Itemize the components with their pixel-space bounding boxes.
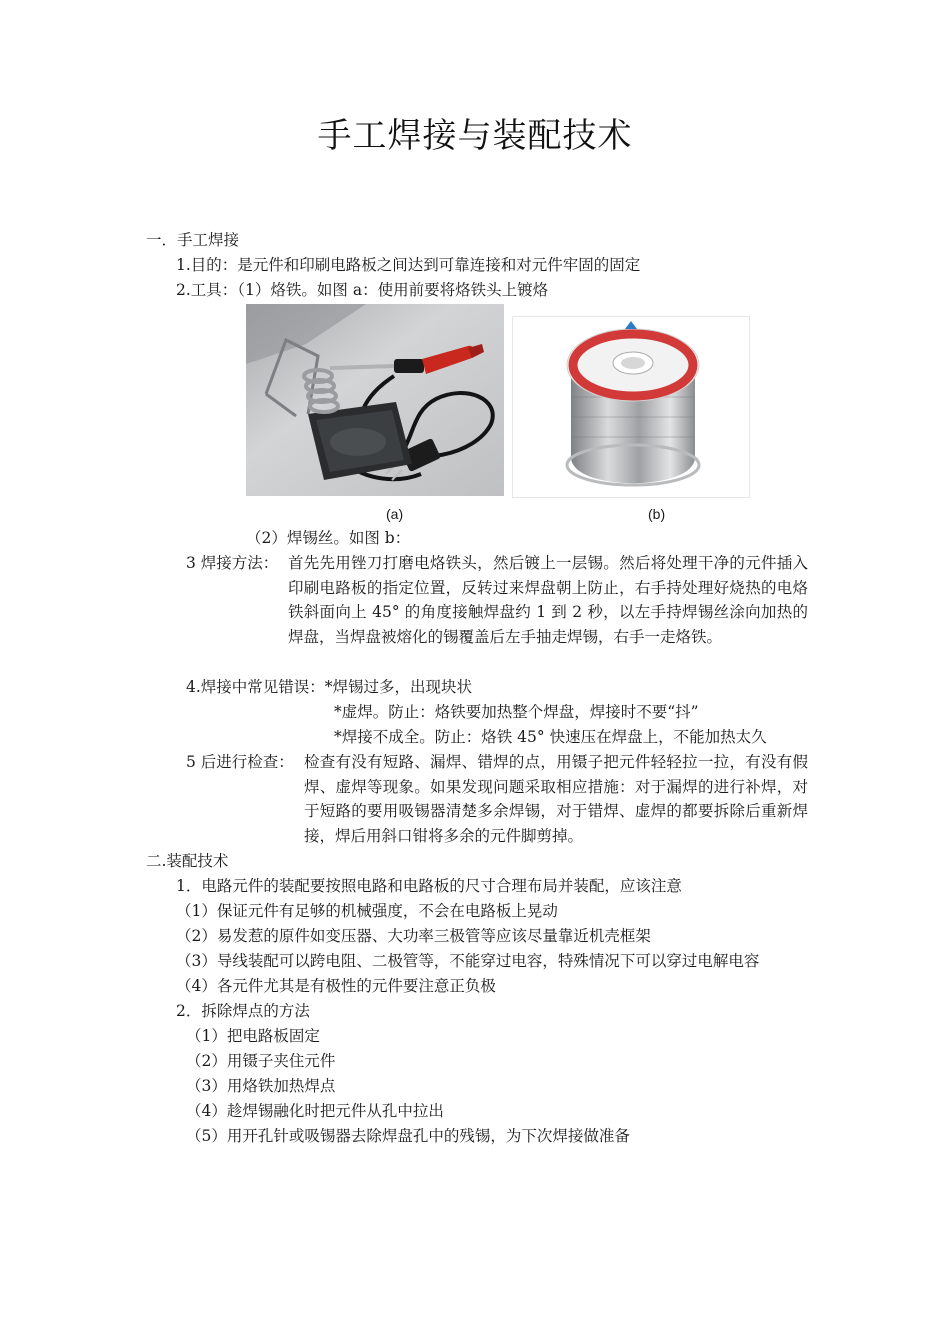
inspection-paragraph: 检查有没有短路、漏焊、错焊的点，用镊子把元件轻轻拉一拉，有没有假焊、虚焊等现象。如果发现问题采取相应措施：对于漏焊的进行补焊，对于短路的要用吸锡器清楚多余焊锡，对于错焊、虚焊的都要拆除后重新焊接，焊后用斜口钳将多余的元件脚剪掉。: [304, 753, 808, 845]
common-errors-line-1: 4.焊接中常见错误：*焊锡过多，出现块状: [186, 678, 473, 696]
desoldering-step-2: （2）用镊子夹住元件: [186, 1052, 336, 1070]
section-heading-soldering: 一．手工焊接: [146, 231, 240, 249]
figure-caption-b: (b): [648, 506, 666, 522]
inspection-label: 5 后进行检查：: [186, 753, 294, 771]
desoldering-step-3: （3）用烙铁加热焊点: [186, 1077, 336, 1095]
assembly-intro-line: 1．电路元件的装配要按照电路和电路板的尺寸合理布局并装配，应该注意: [176, 877, 682, 895]
assembly-point-1: （1）保证元件有足够的机械强度，不会在电路板上晃动: [176, 902, 558, 920]
desoldering-step-1: （1）把电路板固定: [186, 1027, 320, 1045]
method-label: 3 焊接方法：: [186, 554, 279, 572]
figure-caption-a: (a): [386, 506, 404, 522]
tools-solder-wire-line: （2）焊锡丝。如图 b：: [246, 529, 411, 547]
common-errors-line-2: *虚焊。防止：烙铁要加热整个焊盘，焊接时不要“抖”: [334, 703, 699, 721]
desoldering-heading: 2．拆除焊点的方法: [176, 1002, 310, 1020]
desoldering-step-5: （5）用开孔针或吸锡器去除焊盘孔中的残锡，为下次焊接做准备: [186, 1127, 630, 1145]
section-heading-assembly: 二.装配技术: [146, 852, 229, 870]
desoldering-step-4: （4）趁焊锡融化时把元件从孔中拉出: [186, 1102, 444, 1120]
assembly-point-4: （4）各元件尤其是有极性的元件要注意正负极: [176, 977, 496, 995]
assembly-point-3: （3）导线装配可以跨电阻、二极管等，不能穿过电容，特殊情况下可以穿过电解电容: [176, 952, 760, 970]
solder-wire-spool-photo: [512, 316, 750, 498]
purpose-line: 1.目的：是元件和印刷电路板之间达到可靠连接和对元件牢固的固定: [176, 256, 641, 274]
assembly-point-2: （2）易发惹的原件如变压器、大功率三极管等应该尽量靠近机壳框架: [176, 927, 651, 945]
soldering-iron-photo: [246, 304, 504, 496]
common-errors-line-3: *焊接不成全。防止：烙铁 45° 快速压在焊盘上，不能加热太久: [334, 728, 767, 746]
method-paragraph: 首先先用锉刀打磨电烙铁头，然后镀上一层锡。然后将处理干净的元件插入印刷电路板的指定位置，反转过来焊盘朝上防止，右手持处理好烧热的电烙铁斜面向上 45° 的角度接触焊盘约 1 到 2 秒，以左手持焊锡丝涂向加热的焊盘，当焊盘被熔化的锡覆盖后左手抽走焊锡，右手一走烙铁。: [288, 554, 808, 646]
page-title: 手工焊接与装配技术: [317, 116, 633, 156]
tools-line: 2.工具：（1）烙铁。如图 a：使用前要将烙铁头上镀烙: [176, 281, 549, 299]
